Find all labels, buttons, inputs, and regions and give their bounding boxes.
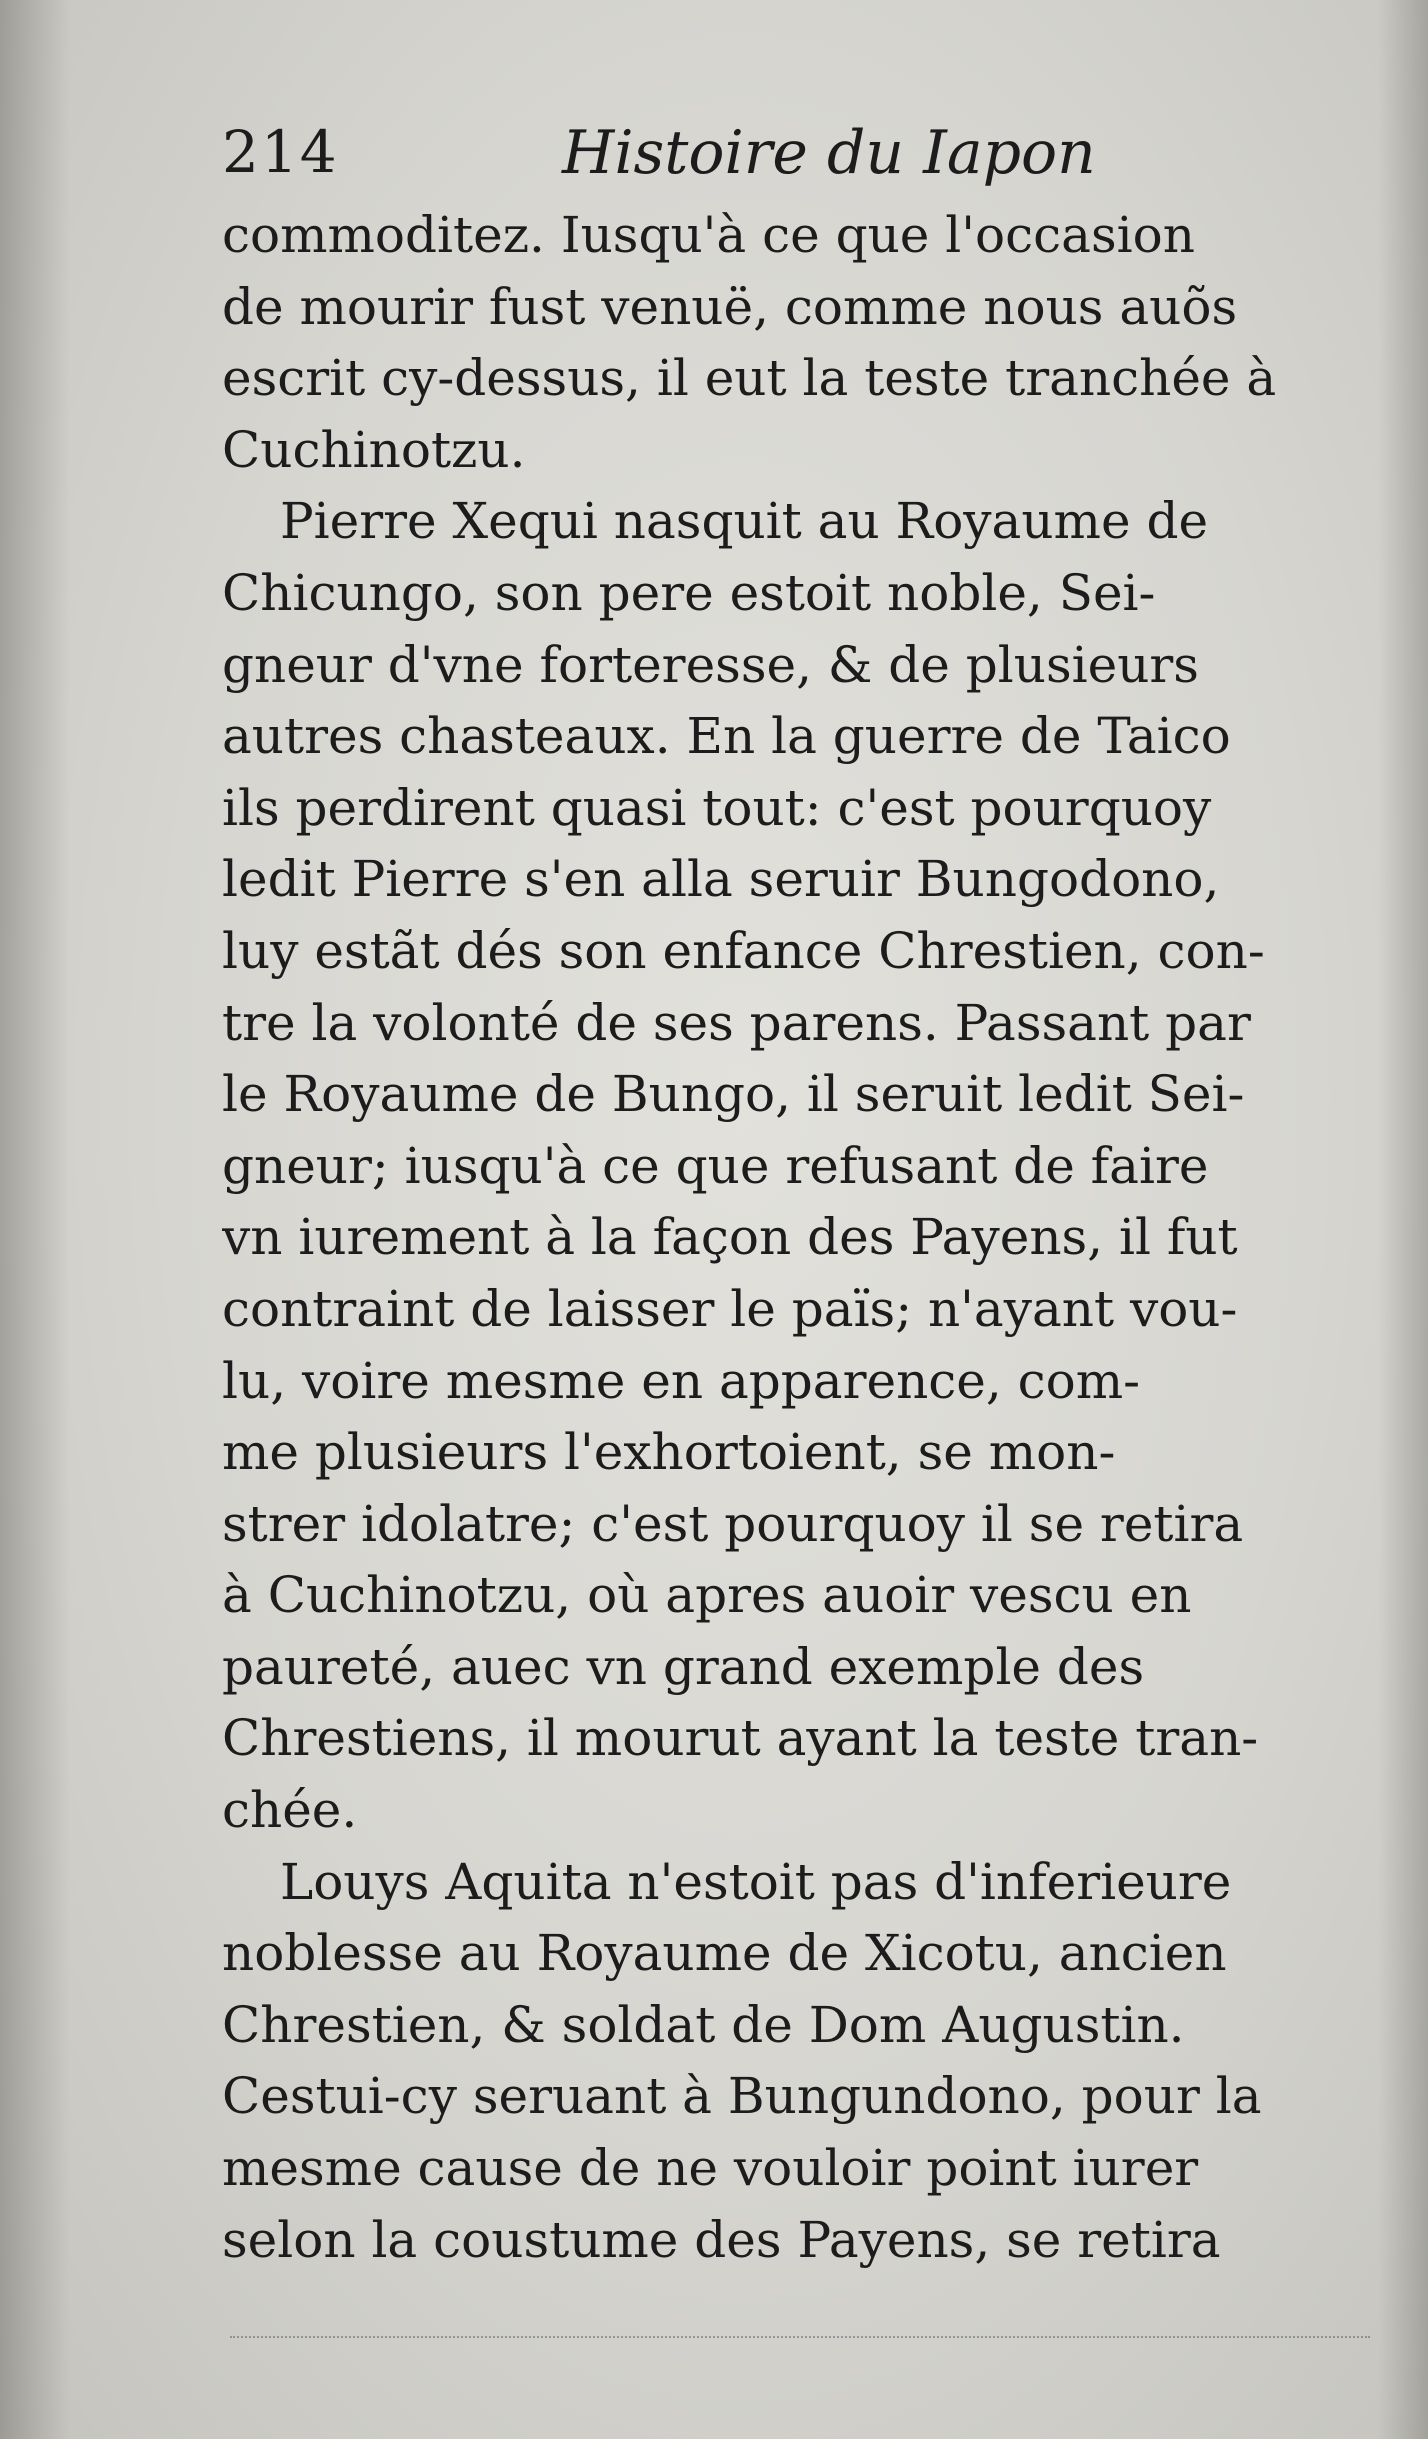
- text-line: ils perdirent quasi tout: c'est pourquoy: [222, 778, 1212, 837]
- text-line: vn iurement à la façon des Payens, il fut: [222, 1208, 1238, 1267]
- text-line: autres chasteaux. En la guerre de Taico: [222, 707, 1231, 766]
- text-line: Chicungo, son pere estoit noble, Sei-: [222, 563, 1156, 622]
- text-line: gneur; iusqu'à ce que refusant de faire: [222, 1136, 1209, 1195]
- text-line: chée.: [222, 1781, 358, 1840]
- text-line: Pierre Xequi nasquit au Royaume de: [280, 492, 1209, 551]
- text-line: Louys Aquita n'estoit pas d'inferieure: [280, 1852, 1232, 1911]
- body-text: [222, 200, 1372, 2276]
- text-line: strer idolatre; c'est pourquoy il se retira: [222, 1494, 1244, 1553]
- text-line: noblesse au Royaume de Xicotu, ancien: [222, 1924, 1227, 1983]
- text-line: contraint de laisser le païs; n'ayant vou-: [222, 1279, 1238, 1338]
- text-line: mesme cause de ne vouloir point iurer: [222, 2139, 1199, 2198]
- text-line: Chrestien, & soldat de Dom Augustin.: [222, 1995, 1185, 2054]
- text-line: ledit Pierre s'en alla seruir Bungodono,: [222, 850, 1220, 909]
- text-line: lu, voire mesme en apparence, com-: [222, 1351, 1141, 1410]
- text-line: tre la volonté de ses parens. Passant par: [222, 993, 1251, 1052]
- text-line: gneur d'vne forteresse, & de plusieurs: [222, 635, 1199, 694]
- text-line: escrit cy-dessus, il eut la teste tranchée à: [222, 349, 1277, 408]
- text-line: commoditez. Iusqu'à ce que l'occasion: [222, 206, 1195, 264]
- bottom-edge-marks: [230, 2336, 1370, 2338]
- page-number: 214: [222, 118, 339, 186]
- text-line: me plusieurs l'exhortoient, se mon-: [222, 1423, 1116, 1482]
- text-line: à Cuchinotzu, où apres auoir vescu en: [222, 1566, 1192, 1625]
- text-line: de mourir fust venuë, comme nous auõs: [222, 277, 1238, 336]
- running-title: Histoire du Iapon: [562, 118, 1096, 188]
- text-line: luy estãt dés son enfance Chrestien, con-: [222, 921, 1265, 980]
- text-line: le Royaume de Bungo, il seruit ledit Sei-: [222, 1065, 1245, 1124]
- text-line: paureté, auec vn grand exemple des: [222, 1637, 1145, 1696]
- text-line: Cestui-cy seruant à Bungundono, pour la: [222, 2067, 1262, 2126]
- text-line: selon la coustume des Payens, se retira: [222, 2210, 1221, 2269]
- text-line: Cuchinotzu.: [222, 420, 526, 479]
- text-line: Chrestiens, il mourut ayant la teste tran-: [222, 1709, 1259, 1768]
- page-header: [222, 110, 1372, 210]
